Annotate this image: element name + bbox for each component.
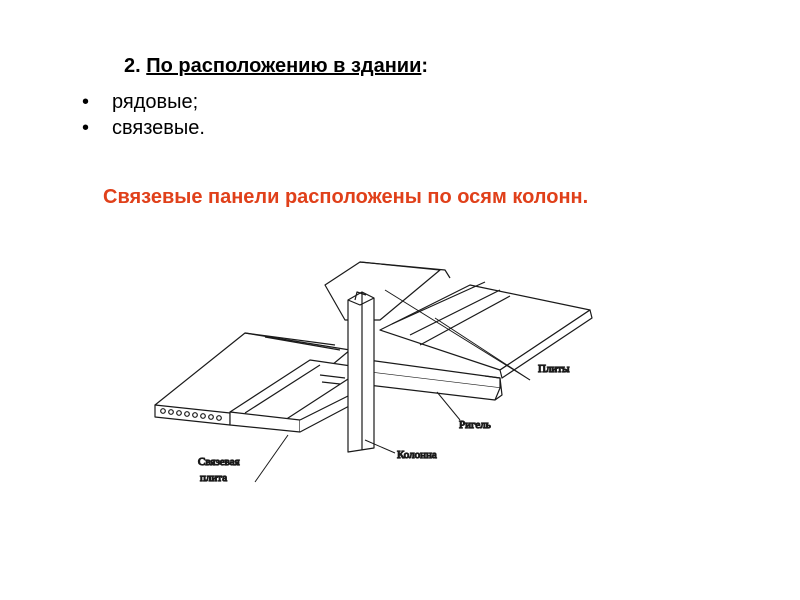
bullet-marker: • — [82, 91, 90, 113]
label-slabs: Плиты — [538, 363, 570, 375]
list-item — [82, 115, 205, 141]
heading-text: По расположению в здании — [146, 55, 422, 77]
column — [348, 292, 374, 452]
classification-list — [82, 89, 205, 141]
heading-suffix: : — [421, 55, 429, 77]
label-beam: Ригель — [459, 419, 491, 431]
label-tie-slab-line1: Связевая — [198, 456, 240, 468]
label-column: Колонна — [397, 449, 437, 461]
beam — [368, 360, 502, 400]
section-heading — [124, 55, 428, 78]
list-item-text: рядовые; — [112, 91, 199, 113]
heading-number: 2. — [124, 55, 141, 77]
slab-layout-diagram — [140, 255, 600, 495]
highlight-note: Связевые панели расположены по осям колонн. — [103, 186, 589, 208]
label-tie-slab-line2: плита — [200, 472, 228, 484]
list-item-text: связевые. — [112, 117, 205, 139]
list-item — [82, 89, 205, 115]
bullet-marker: • — [82, 117, 90, 139]
